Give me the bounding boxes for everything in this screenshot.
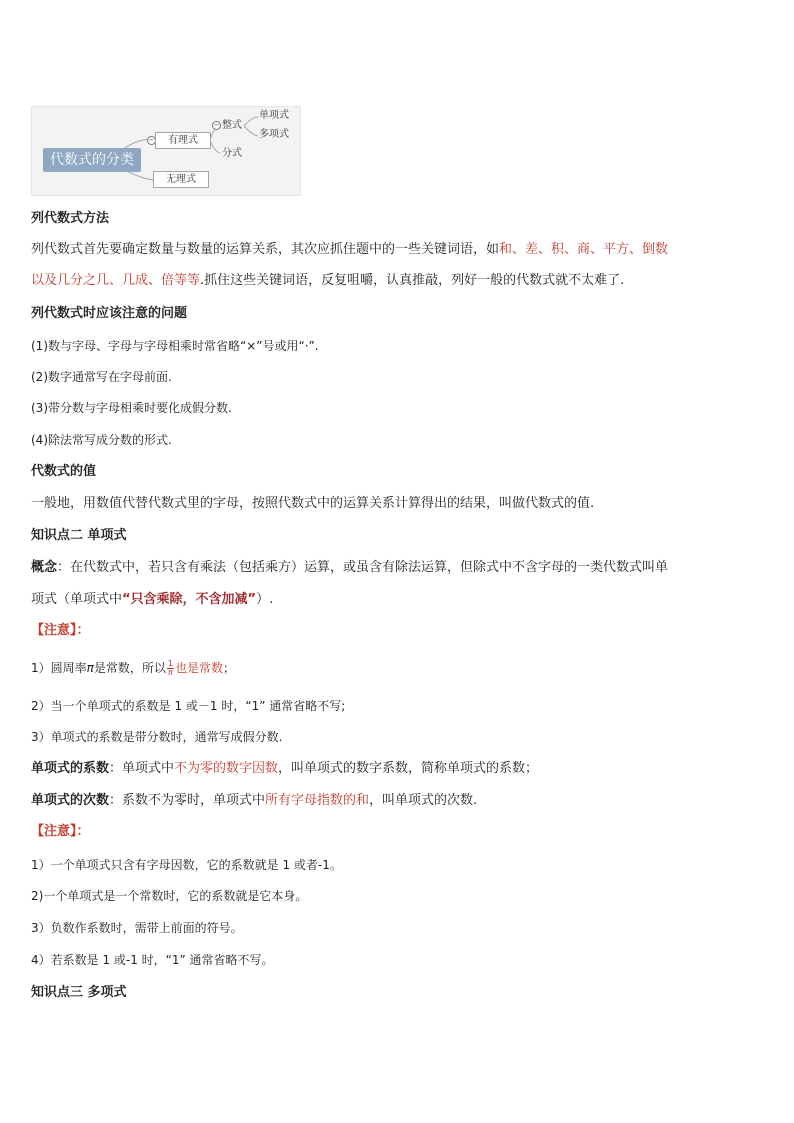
note-item: 3）单项式的系数是带分数时，通常写成假分数. bbox=[31, 730, 283, 744]
note-item: 3）负数作系数时，需带上前面的符号。 bbox=[31, 921, 243, 935]
note-item: 2)一个单项式是一个常数时，它的系数就是它本身。 bbox=[31, 889, 308, 903]
paragraph-value: 一般地，用数值代替代数式里的字母，按照代数式中的运算关系计算得出的结果，叫做代数式的值. bbox=[31, 496, 595, 511]
heading-notes: 列代数式时应该注意的问题 bbox=[31, 306, 188, 321]
note-item bbox=[31, 659, 235, 677]
note-item: 2）当一个单项式的系数是 1 或－1 时，“1” 通常省略不写; bbox=[31, 699, 346, 713]
text: ：单项式中 bbox=[109, 761, 175, 776]
paragraph-degree bbox=[31, 792, 477, 810]
emphasis-red: 所有字母指数的和 bbox=[265, 793, 370, 808]
paragraph-coefficient bbox=[31, 760, 538, 778]
text: 是常数，所以 bbox=[93, 661, 166, 675]
paragraph-concept-line2 bbox=[31, 591, 273, 609]
pi-symbol: π bbox=[86, 661, 94, 675]
mindmap-node-polynomial: 多项式 bbox=[259, 129, 289, 140]
concept-label: 概念 bbox=[31, 560, 58, 575]
heading-method: 列代数式方法 bbox=[31, 211, 110, 226]
text: 1）圆周率 bbox=[31, 661, 87, 675]
text: .抓住这些关键词语，反复咀嚼，认真推敲，列好一般的代数式就不太难了. bbox=[200, 273, 625, 288]
mindmap-node-irrational: 无理式 bbox=[153, 171, 209, 188]
list-item: (1)数与字母、字母与字母相乘时常省略“×”号或用“·”. bbox=[31, 339, 319, 353]
heading-monomial: 知识点二 单项式 bbox=[31, 528, 127, 543]
note-label: 【注意】： bbox=[31, 623, 90, 638]
collapse-icon[interactable]: − bbox=[213, 121, 220, 129]
keywords-red: 以及几分之几、几成、倍等等 bbox=[31, 273, 201, 288]
classification-mindmap bbox=[31, 106, 301, 196]
degree-label: 单项式的次数 bbox=[31, 793, 110, 808]
note-item: 1）一个单项式只含有字母因数，它的系数就是 1 或者-1。 bbox=[31, 858, 342, 872]
list-item: (2)数字通常写在字母前面. bbox=[31, 370, 172, 384]
text: ，叫单项式的数字系数，简称单项式的系数； bbox=[278, 761, 539, 776]
text: 列代数式首先要确定数量与数量的运算关系，其次应抓住题中的一些关键词语，如 bbox=[31, 242, 500, 257]
fraction-one-over-pi bbox=[167, 660, 174, 677]
paragraph-concept-line1 bbox=[31, 559, 668, 577]
paragraph-method-line2 bbox=[31, 272, 624, 290]
text: ； bbox=[223, 661, 236, 675]
fraction-numerator: 1 bbox=[167, 659, 173, 668]
text: ）. bbox=[256, 592, 274, 607]
note-label: 【注意】： bbox=[31, 824, 90, 839]
fraction-denominator: π bbox=[168, 668, 173, 677]
coefficient-label: 单项式的系数 bbox=[31, 761, 110, 776]
emphasis-red: “只含乘除，不含加减” bbox=[122, 592, 257, 607]
text: 项式（单项式中 bbox=[31, 592, 123, 607]
list-item: (3)带分数与字母相乘时要化成假分数. bbox=[31, 401, 232, 415]
heading-value: 代数式的值 bbox=[31, 464, 97, 479]
text: ：系数不为零时，单项式中 bbox=[109, 793, 266, 808]
paragraph-method-line1 bbox=[31, 241, 668, 259]
note-item: 4）若系数是 1 或-1 时，“1” 通常省略不写。 bbox=[31, 953, 274, 967]
mindmap-node-rational: 有理式 bbox=[155, 132, 211, 149]
mindmap-node-fractional: 分式 bbox=[222, 148, 242, 159]
text: ：在代数式中，若只含有乘法（包括乘方）运算，或虽含有除法运算，但除式中不含字母的一类代数式叫单 bbox=[57, 560, 669, 575]
mindmap-root-node: 代数式的分类 bbox=[43, 148, 141, 172]
keywords-red: 和、差、积、商、平方、倒数 bbox=[499, 242, 669, 257]
mindmap-node-integral: 整式 bbox=[222, 120, 242, 131]
collapse-icon[interactable]: − bbox=[148, 136, 155, 144]
emphasis-red: 也是常数 bbox=[174, 661, 223, 675]
list-item: (4)除法常写成分数的形式. bbox=[31, 433, 172, 447]
mindmap-node-monomial: 单项式 bbox=[259, 110, 289, 121]
emphasis-red: 不为零的数字因数 bbox=[174, 761, 279, 776]
heading-polynomial: 知识点三 多项式 bbox=[31, 985, 127, 1000]
text: ，叫单项式的次数. bbox=[369, 793, 478, 808]
